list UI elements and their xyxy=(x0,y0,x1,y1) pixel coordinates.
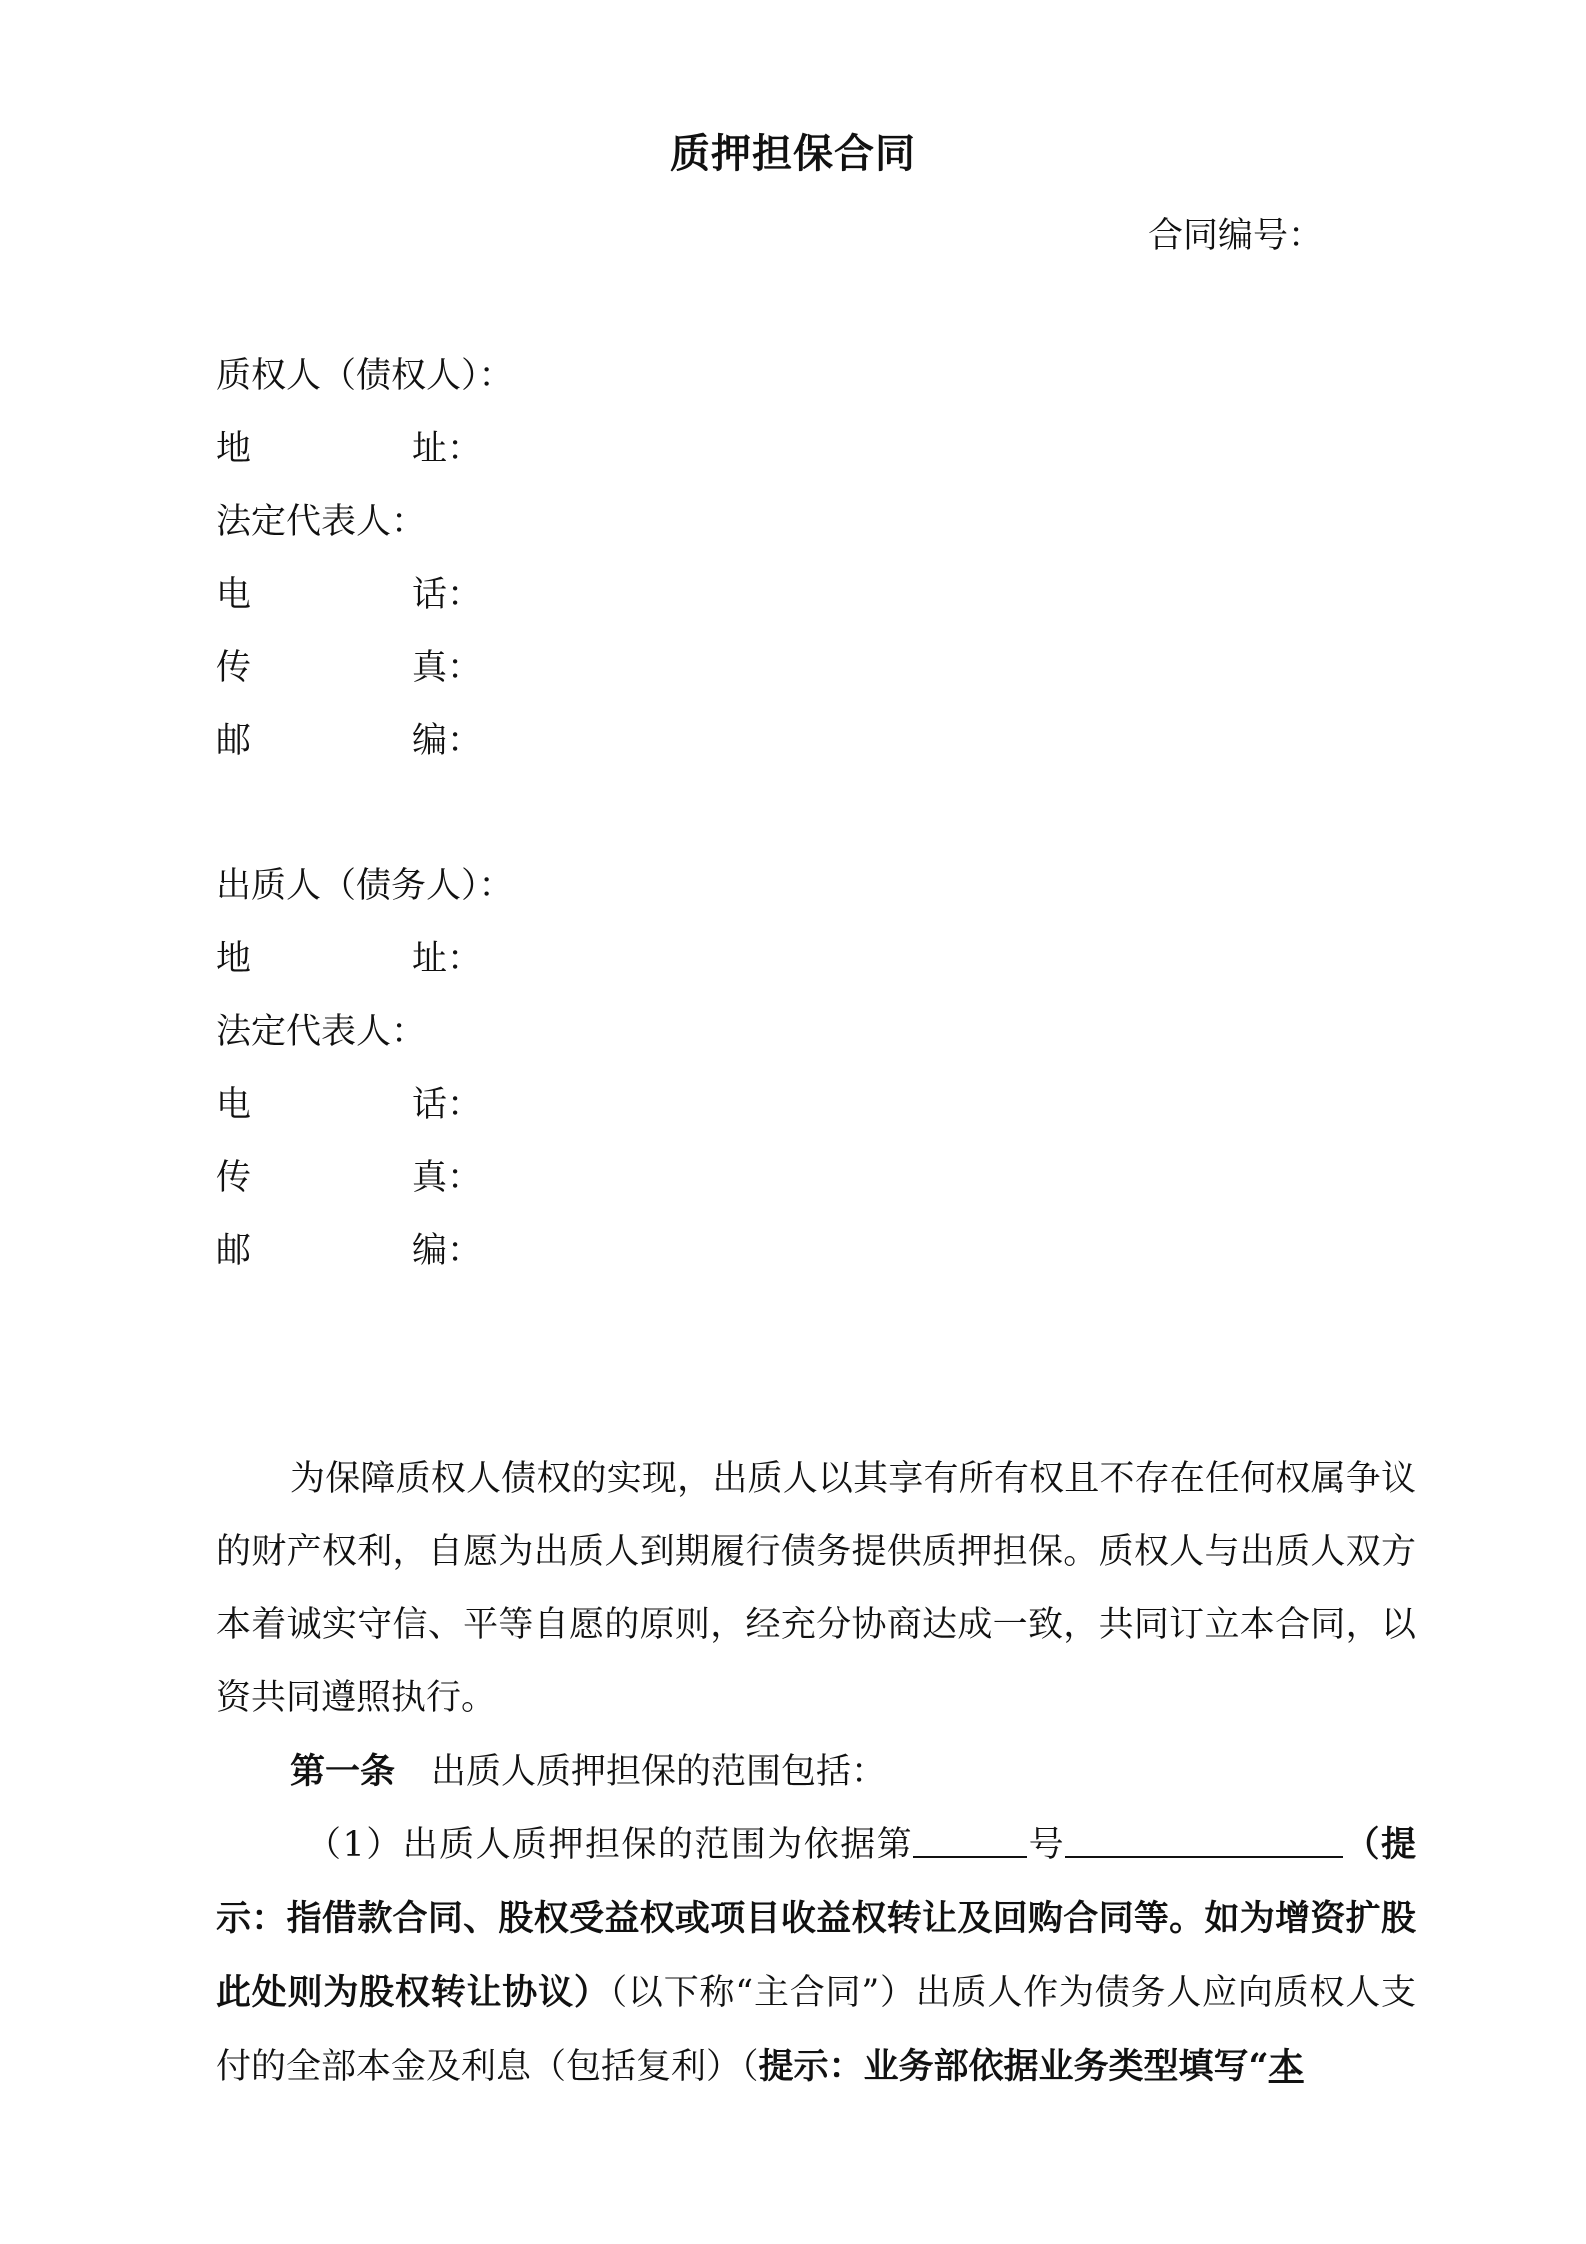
pledgor-heading: 出质人（债务人）： xyxy=(216,866,514,906)
field-label-char: 址： xyxy=(412,939,483,979)
pledgee-address-field xyxy=(216,429,514,502)
pledgee-block xyxy=(216,356,514,794)
field-label-char: 邮 xyxy=(216,721,252,761)
item-hint-2-tail: 本 xyxy=(1268,2046,1304,2087)
field-label-char: 电 xyxy=(216,575,252,615)
pledgor-block xyxy=(216,866,514,1304)
item-prefix: （1）出质人质押担保的范围为依据第 xyxy=(306,1825,914,1865)
contract-number-label: 合同编号： xyxy=(1148,216,1324,256)
article-title: 出质人质押担保的范围包括： xyxy=(431,1752,887,1792)
pledgee-postcode-field xyxy=(216,721,514,794)
item-hint-1: （提示：指借款合同、股权受益权或项目收益权转让及回购合同等。如为增资扩股此处则为股权转让协议） xyxy=(216,1824,1416,2013)
pledgor-address-field xyxy=(216,939,514,1012)
field-label-char: 话： xyxy=(412,1085,483,1125)
pledgee-phone-field xyxy=(216,575,514,648)
article-1-item-1 xyxy=(216,1808,1416,2104)
item-text-2: （以下称“主合同”）出质人作为债务人应向质权人支付的全部本金及利息（包括复利）（ xyxy=(216,1973,1416,2087)
contract-name-blank[interactable] xyxy=(1065,1826,1343,1858)
field-label-char: 地 xyxy=(216,429,252,469)
field-label-char: 地 xyxy=(216,939,252,979)
field-label-char: 传 xyxy=(216,1158,252,1198)
field-label-char: 真： xyxy=(412,648,483,688)
preamble-paragraph: 为保障质权人债权的实现，出质人以其享有所有权且不存在任何权属争议的财产权利，自愿为出质人到期履行债务提供质押担保。质权人与出质人双方本着诚实守信、平等自愿的原则，经充分协商达成一致，共同订立本合同，以资共同遵照执行。 xyxy=(216,1459,1416,1718)
contract-number-blank[interactable] xyxy=(913,1826,1027,1858)
item-mid: 号 xyxy=(1027,1825,1066,1865)
field-label-char: 编： xyxy=(412,1231,483,1271)
pledgor-representative-field: 法定代表人： xyxy=(216,1012,427,1052)
field-label-char: 邮 xyxy=(216,1231,252,1271)
pledgor-phone-field xyxy=(216,1085,514,1158)
field-label-char: 真： xyxy=(412,1158,483,1198)
field-label-char: 话： xyxy=(412,575,483,615)
contract-body xyxy=(216,1443,1416,2104)
field-label-char: 传 xyxy=(216,648,252,688)
pledgor-fax-field xyxy=(216,1158,514,1231)
article-number: 第一条 xyxy=(290,1751,396,1792)
pledgor-postcode-field xyxy=(216,1231,514,1304)
article-1-heading xyxy=(216,1735,1416,1808)
item-hint-2: 提示：业务部依据业务类型填写“ xyxy=(758,2046,1269,2087)
field-label-char: 电 xyxy=(216,1085,252,1125)
field-label-char: 编： xyxy=(412,721,483,761)
field-label-char: 址： xyxy=(412,429,483,469)
page-title: 质押担保合同 xyxy=(670,130,916,177)
pledgee-representative-field: 法定代表人： xyxy=(216,502,427,542)
pledgee-heading: 质权人（债权人）： xyxy=(216,356,514,396)
pledgee-fax-field xyxy=(216,648,514,721)
